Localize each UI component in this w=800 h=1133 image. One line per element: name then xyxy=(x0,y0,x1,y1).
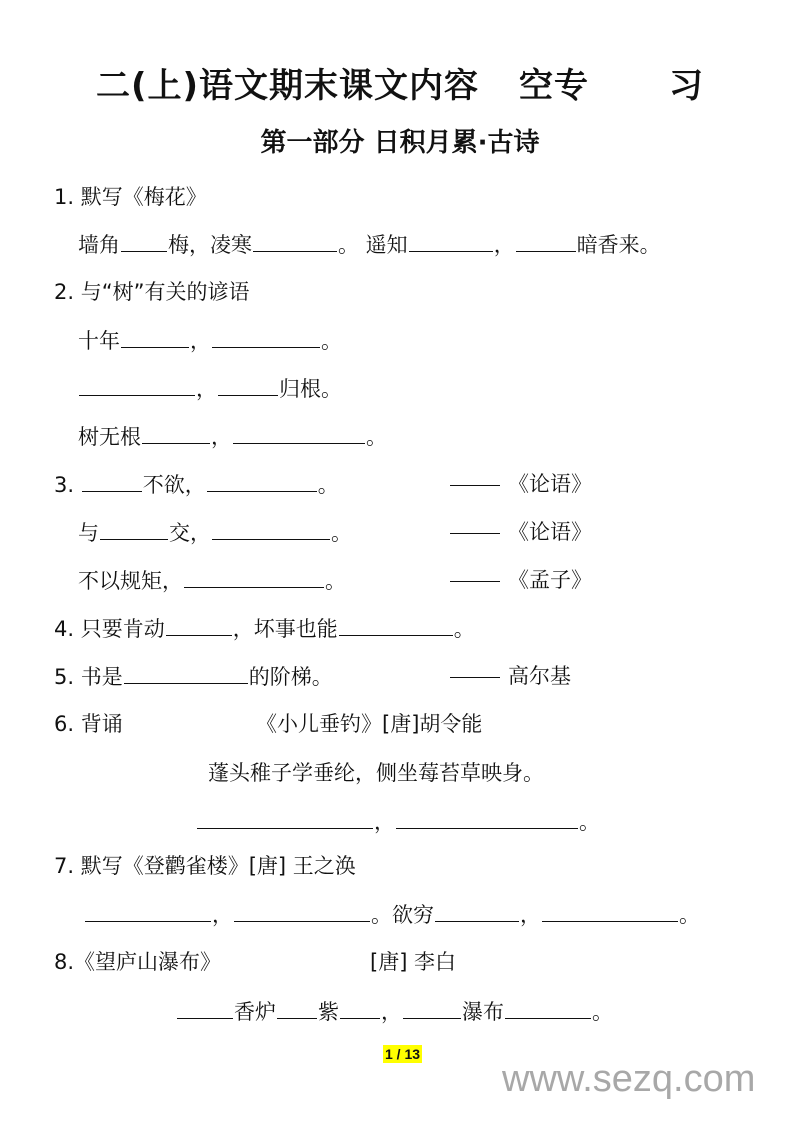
watermark: www.sezq.com xyxy=(502,1058,756,1100)
q1-label: 1. 默写《梅花》 xyxy=(54,185,207,209)
q6-poem-title: 《小儿垂钓》[唐]胡令能 xyxy=(256,712,483,736)
blank[interactable] xyxy=(121,325,189,348)
blank[interactable] xyxy=(435,899,519,922)
blank[interactable] xyxy=(85,899,211,922)
q3-source-2: 《论语》 xyxy=(450,517,592,547)
q7-label: 7. 默写《登鹳雀楼》[唐] 王之涣 xyxy=(54,854,356,878)
blank[interactable] xyxy=(340,996,380,1019)
blank[interactable] xyxy=(516,229,576,252)
dash xyxy=(450,533,500,534)
blank[interactable] xyxy=(212,517,330,540)
blank[interactable] xyxy=(542,899,678,922)
q3-source-1: 《论语》 xyxy=(450,469,592,499)
dash xyxy=(450,485,500,486)
q6-label: 6. 背诵 xyxy=(54,712,123,736)
blank[interactable] xyxy=(277,996,317,1019)
q3-line1: 3. 不欲， 。 xyxy=(54,469,339,500)
blank[interactable] xyxy=(124,661,248,684)
blank[interactable] xyxy=(396,806,578,829)
blank[interactable] xyxy=(184,565,324,588)
blank[interactable] xyxy=(212,325,320,348)
blank[interactable] xyxy=(197,806,373,829)
q7-line: ， 。欲穷 ， 。 xyxy=(84,899,700,930)
blank[interactable] xyxy=(253,229,337,252)
q3-line3: 不以规矩， 。 xyxy=(78,565,346,596)
q2-label: 2. 与“树”有关的谚语 xyxy=(54,280,250,304)
dash xyxy=(450,581,500,582)
q5-line: 5. 书是 的阶梯。 xyxy=(54,661,333,692)
blank[interactable] xyxy=(339,613,453,636)
blank[interactable] xyxy=(207,469,317,492)
page-indicator: 1 / 13 xyxy=(385,1046,421,1062)
title-part-1: 二(上)语文期末课文内容 xyxy=(95,66,480,106)
q4-line: 4. 只要肯动 ，坏事也能 。 xyxy=(54,613,475,644)
q2-line2: ， 归根。 xyxy=(78,373,342,404)
blank[interactable] xyxy=(121,229,167,252)
q2-line1: 十年 ， 。 xyxy=(78,325,342,356)
q1-line: 墙角 梅，凌寒 。 遥知 ， 暗香来。 xyxy=(78,229,661,260)
blank[interactable] xyxy=(79,373,195,396)
blank[interactable] xyxy=(166,613,232,636)
blank[interactable] xyxy=(100,517,168,540)
q8-author: [唐] 李白 xyxy=(370,950,457,974)
q3-line2: 与 交， 。 xyxy=(78,517,352,548)
q8-line: 香炉 紫 ， 瀑布 。 xyxy=(176,996,613,1027)
blank[interactable] xyxy=(177,996,233,1019)
blank[interactable] xyxy=(409,229,493,252)
page-title xyxy=(0,58,800,107)
dash xyxy=(450,677,500,678)
blank[interactable] xyxy=(403,996,461,1019)
blank[interactable] xyxy=(142,421,210,444)
title-part-2: 空专 xyxy=(519,66,590,106)
q2-line3: 树无根 ， 。 xyxy=(78,421,387,452)
blank[interactable] xyxy=(82,469,142,492)
q5-source: 高尔基 xyxy=(450,661,571,691)
blank[interactable] xyxy=(218,373,278,396)
section-title: 第一部分 日积月累·古诗 xyxy=(260,128,540,158)
blank[interactable] xyxy=(234,899,370,922)
title-part-3: 习 xyxy=(669,66,705,106)
q6-blank-line: ， 。 xyxy=(196,806,600,837)
q8-label: 8.《望庐山瀑布》 xyxy=(54,950,222,974)
blank[interactable] xyxy=(505,996,591,1019)
q6-verse: 蓬头稚子学垂纶，侧坐莓苔草映身。 xyxy=(208,761,544,785)
blank[interactable] xyxy=(233,421,365,444)
q3-source-3: 《孟子》 xyxy=(450,565,592,595)
